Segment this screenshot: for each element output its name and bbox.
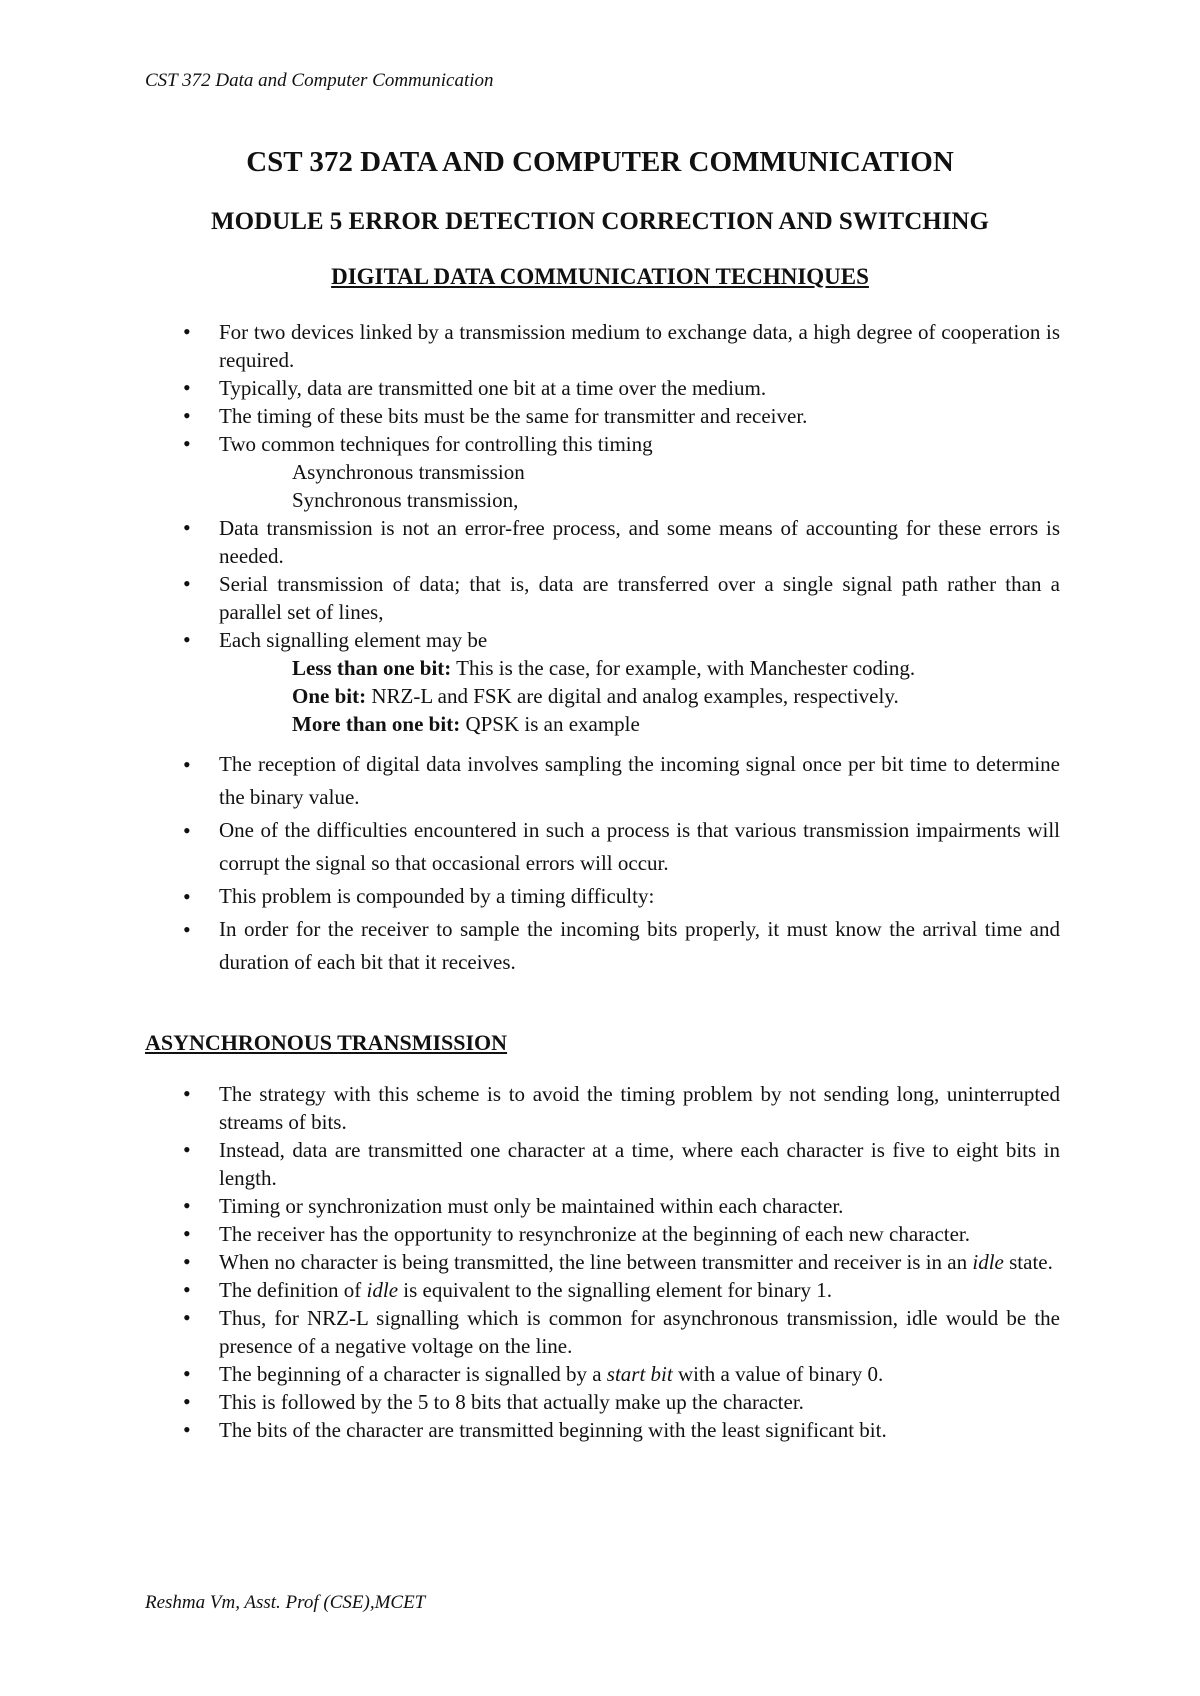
emphasis-text: start bit [606, 1362, 673, 1386]
sub-item [219, 710, 1060, 738]
section-heading-asynchronous: ASYNCHRONOUS TRANSMISSION [145, 1030, 508, 1055]
list-item-text: The definition of [219, 1278, 367, 1302]
list-item-text: When no character is being transmitted, the line between transmitter and receiver is in an [219, 1250, 973, 1274]
list-item [0, 1248, 1060, 1276]
running-header: CST 372 Data and Computer Communication [145, 70, 494, 91]
list-item [0, 1276, 1060, 1304]
section-heading-digital-data: DIGITAL DATA COMMUNICATION TECHNIQUES [331, 264, 869, 289]
sub-item [219, 682, 1060, 710]
list-item: • Thus, for NRZ-L signalling which is common for asynchronous transmission, idle would be the presence of a negative voltage on the line. [0, 1304, 1060, 1360]
list-item: • Typically, data are transmitted one bit at a time over the medium. [0, 374, 1060, 402]
list-item: • One of the difficulties encountered in such a process is that various transmission impairments will corrupt the signal so that occasional errors will occur. [0, 814, 1060, 880]
list-item: • The receiver has the opportunity to resynchronize at the beginning of each new character. [0, 1220, 1060, 1248]
sub-item-label: More than one bit: [292, 712, 461, 736]
sub-item-text: NRZ-L and FSK are digital and analog examples, respectively. [366, 684, 899, 708]
list-item-text: The beginning of a character is signalled by a [219, 1362, 607, 1386]
list-item [0, 430, 1060, 514]
asynchronous-bullet-list [0, 1080, 1060, 1444]
list-item [0, 1360, 1060, 1388]
list-item: • The strategy with this scheme is to avoid the timing problem by not sending long, uninterrupted streams of bits. [0, 1080, 1060, 1136]
sub-item: Asynchronous transmission [292, 460, 525, 484]
running-footer: Reshma Vm, Asst. Prof (CSE),MCET [145, 1592, 426, 1613]
list-item: • Data transmission is not an error-free process, and some means of accounting for these errors is needed. [0, 514, 1060, 570]
list-item: • Instead, data are transmitted one character at a time, where each character is five to eight bits in length. [0, 1136, 1060, 1192]
sub-item-label: One bit: [292, 684, 367, 708]
list-item: • Serial transmission of data; that is, data are transferred over a single signal path rather than a parallel set of lines, [0, 570, 1060, 626]
module-subtitle: MODULE 5 ERROR DETECTION CORRECTION AND SWITCHING [211, 208, 989, 235]
emphasis-text: idle [972, 1250, 1004, 1274]
list-item-text: with a value of binary 0. [672, 1362, 884, 1386]
digital-data-bullet-list [0, 318, 1060, 979]
list-item: • Timing or synchronization must only be maintained within each character. [0, 1192, 1060, 1220]
list-item: • The bits of the character are transmitted beginning with the least significant bit. [0, 1416, 1060, 1444]
sub-item [219, 654, 1060, 682]
list-item: • The timing of these bits must be the same for transmitter and receiver. [0, 402, 1060, 430]
sub-item-text: This is the case, for example, with Manchester coding. [451, 656, 916, 680]
sub-item-text: QPSK is an example [460, 712, 640, 736]
list-item-text: is equivalent to the signalling element for binary 1. [398, 1278, 832, 1302]
list-item [0, 626, 1060, 738]
list-item-text: Each signalling element may be [219, 628, 488, 652]
list-item: • For two devices linked by a transmission medium to exchange data, a high degree of cooperation is required. [0, 318, 1060, 374]
list-item-text: state. [1003, 1250, 1053, 1274]
list-item: • The reception of digital data involves sampling the incoming signal once per bit time to determine the binary value. [0, 748, 1060, 814]
emphasis-text: idle [366, 1278, 399, 1302]
sub-item: Synchronous transmission, [292, 488, 519, 512]
list-item: • This problem is compounded by a timing difficulty: [0, 880, 1060, 913]
document-title: CST 372 DATA AND COMPUTER COMMUNICATION [246, 146, 954, 178]
sub-item-label: Less than one bit: [292, 656, 452, 680]
list-item: • This is followed by the 5 to 8 bits that actually make up the character. [0, 1388, 1060, 1416]
list-item: • In order for the receiver to sample the incoming bits properly, it must know the arrival time and duration of each bit that it receives. [0, 913, 1060, 979]
list-item-text: Two common techniques for controlling this timing [219, 432, 653, 456]
